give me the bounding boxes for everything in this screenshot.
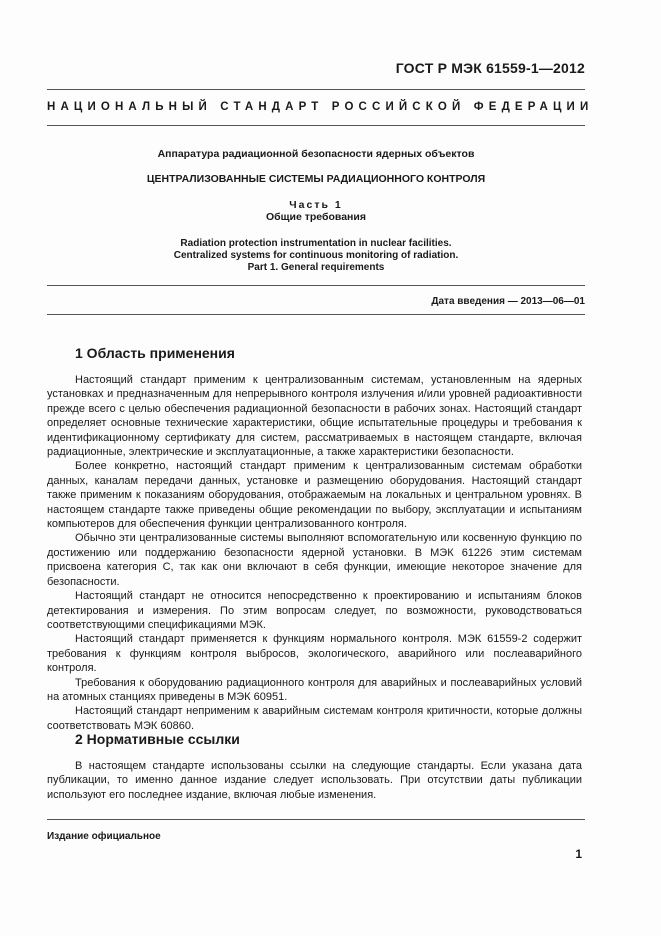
page-number: 1: [575, 847, 582, 861]
section2-paragraph-1: В настоящем стандарте использованы ссылки на следующие стандарты. Если указана дата публикации, то именно данное издание следует использовать. При отсутствии даты публикации используют его последнее издание, включая любые изменения.: [47, 760, 582, 801]
footer-rule: [47, 819, 585, 820]
header-rule: [47, 125, 585, 126]
title-rule: [47, 285, 585, 286]
subject-line: Аппаратура радиационной безопасности ядерных объектов: [157, 148, 475, 160]
section1-paragraph-6: Требования к оборудованию радиационного контроля для аварийных и послеаварийных условий на атомных станциях приведены в МЭК 60951.: [47, 676, 582, 703]
section1-paragraph-1: Настоящий стандарт применим к централизованным системам, установленным на ядерных установках и предназначенным для непрерывного контроля излучения и/или уровней радиоактивности прежде всего с целью обеспечения радиационной безопасности в рабочих зонах. Настоящий стандарт определяет основные технические характеристики, общие испытательные процедуры и требования к идентификационному сертификату для систем, рассматриваемых в настоящем стандарте, включая радиационные, электрические и эксплуатационные, а также характеристики безопасности.: [47, 374, 582, 459]
section1-paragraph-2: Более конкретно, настоящий стандарт применим к централизованным системам обработки данных, каналам передачи данных, установке и размещению оборудования. Настоящий стандарт также применим к показаниям оборудования, отображаемым на локальных и центральном уровнях. В настоящем стандарте также приведены общие рекомендации по выбору, эксплуатации и испытаниям компьютеров для обеспечения функции централизованного контроля.: [47, 460, 582, 531]
section1-paragraph-5: Настоящий стандарт применяется к функциям нормального контроля. МЭК 61559-2 содержит требования к функциям контроля выбросов, экологического, аварийного или послеаварийного контроля.: [47, 633, 582, 675]
part-name: Общие требования: [266, 211, 366, 223]
section-2-heading: 2 Нормативные ссылки: [75, 731, 240, 747]
date-rule: [47, 314, 585, 315]
part-label: Часть 1: [289, 199, 343, 211]
gost-number: ГОСТ Р МЭК 61559-1—2012: [395, 60, 585, 76]
section1-paragraph-7: Настоящий стандарт неприменим к аварийным системам контроля критичности, которые должны соответствовать МЭК 60860.: [47, 705, 582, 732]
document-title: ЦЕНТРАЛИЗОВАННЫЕ СИСТЕМЫ РАДИАЦИОННОГО КОНТРОЛЯ: [146, 173, 486, 185]
section-2-text: [47, 759, 582, 802]
section1-paragraph-3: Обычно эти централизованные системы выполняют вспомогательную или косвенную функцию по достижению или поддержанию безопасности ядерной установки. В МЭК 61226 этим системам присвоена категория С, так как они включают в себя функции, имеющие некоторое значение для безопасности.: [47, 532, 582, 588]
english-title-line-3: Part 1. General requirements: [247, 262, 385, 273]
edition-label: Издание официальное: [47, 831, 161, 842]
english-title-line-1: Radiation protection instrumentation in nuclear facilities.: [180, 238, 452, 249]
section1-paragraph-4: Настоящий стандарт не относится непосредственно к проектированию и испытаниям блоков детектирования и измерения. По этим вопросам следует, по возможности, руководствоваться соответствующими спецификациями МЭК.: [47, 590, 582, 631]
english-title-line-2: Centralized systems for continuous monitoring of radiation.: [173, 250, 459, 261]
section-1-heading: 1 Область применения: [75, 345, 235, 361]
top-rule: [47, 89, 585, 90]
section-1-text: [47, 373, 582, 733]
introduction-date: Дата введения — 2013—06—01: [431, 296, 585, 307]
national-standard-heading: НАЦИОНАЛЬНЫЙ СТАНДАРТ РОССИЙСКОЙ ФЕДЕРАЦИИ: [47, 101, 594, 113]
